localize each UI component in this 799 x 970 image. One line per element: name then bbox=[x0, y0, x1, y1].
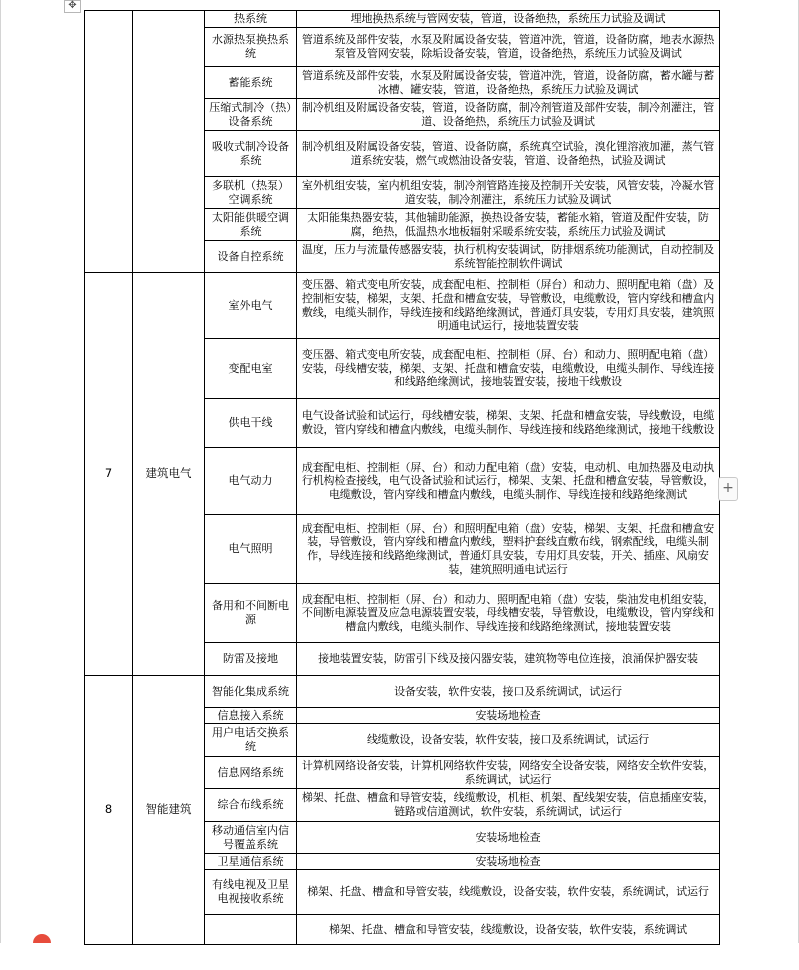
subsystem-cell: 有线电视及卫星电视接收系统 bbox=[205, 870, 297, 915]
section-category-cell: 智能建筑 bbox=[133, 676, 205, 945]
subsystem-cell: 吸收式制冷设备系统 bbox=[205, 131, 297, 177]
work-content-cell: 成套配电柜、控制柜（屏、台）和动力配电箱（盘）安装，电动机、电加热器及电动执行机构检查接线，电气设备试验和试运行，梯架、支架、托盘和槽盒安装，导管敷设，电缆敷设，管内穿线和槽盒内敷线，电缆头制作、导线连接和线路绝缘测试 bbox=[297, 448, 720, 515]
work-content-cell: 安装场地检查 bbox=[297, 708, 720, 724]
work-content-cell: 计算机网络设备安装，计算机网络软件安装，网络安全设备安装，网络安全软件安装，系统调试，试运行 bbox=[297, 757, 720, 789]
work-content-cell: 安装场地检查 bbox=[297, 822, 720, 854]
add-row-button[interactable]: + bbox=[718, 477, 738, 501]
subsystem-cell: 变配电室 bbox=[205, 339, 297, 399]
work-content-cell: 安装场地检查 bbox=[297, 854, 720, 870]
subsystem-cell: 信息接入系统 bbox=[205, 708, 297, 724]
work-content-cell: 太阳能集热器安装，其他辅助能源，换热设备安装，蓄能水箱，管道及配件安装，防腐，绝热，低温热水地板辐射采暖系统安装，系统压力试验及调试 bbox=[297, 209, 720, 241]
section-category-cell: 建筑电气 bbox=[133, 273, 205, 676]
table-row bbox=[85, 676, 720, 708]
subsystem-cell: 电气动力 bbox=[205, 448, 297, 515]
subsystem-cell: 设备自控系统 bbox=[205, 241, 297, 273]
section-category-cell bbox=[133, 11, 205, 273]
work-content-cell: 成套配电柜、控制柜（屏、台）和照明配电箱（盘）安装，梯架、支架、托盘和槽盒安装，导管敷设，管内穿线和槽盒内敷线，塑料护套线直敷布线，钢索配线，电缆头制作，导线连接和线路绝缘测试，普通灯具安装，专用灯具安装，开关、插座、风扇安装，建筑照明通电试运行 bbox=[297, 515, 720, 584]
section-number-cell: 8 bbox=[85, 676, 133, 945]
subsystem-cell bbox=[205, 915, 297, 945]
subsystem-cell: 太阳能供暖空调系统 bbox=[205, 209, 297, 241]
work-content-cell: 接地装置安装，防雷引下线及接闪器安装，建筑物等电位连接，浪涌保护器安装 bbox=[297, 643, 720, 676]
work-content-cell: 设备安装，软件安装，接口及系统调试，试运行 bbox=[297, 676, 720, 708]
work-content-cell: 变压器、箱式变电所安装，成套配电柜、控制柜（屏、台）和动力、照明配电箱（盘）安装，母线槽安装，梯架、支架、托盘和槽盒安装，电缆敷设，电缆头制作、导线连接和线路绝缘测试，接地装置安装，接地干线敷设 bbox=[297, 339, 720, 399]
work-content-cell: 室外机组安装，室内机组安装，制冷剂管路连接及控制开关安装，风管安装，冷凝水管道安装，制冷剂灌注，系统压力试验及调试 bbox=[297, 177, 720, 209]
subsystem-cell: 综合布线系统 bbox=[205, 789, 297, 822]
subsystem-cell: 热系统 bbox=[205, 11, 297, 28]
work-content-cell: 温度，压力与流量传感器安装，执行机构安装调试，防排烟系统功能测试，自动控制及系统智能控制软件调试 bbox=[297, 241, 720, 273]
subsystem-cell: 卫星通信系统 bbox=[205, 854, 297, 870]
construction-items-table bbox=[84, 10, 720, 945]
subsystem-cell: 蓄能系统 bbox=[205, 67, 297, 99]
table-row bbox=[85, 273, 720, 339]
table-move-handle-icon[interactable]: ✥ bbox=[64, 0, 81, 13]
work-content-cell: 变压器、箱式变电所安装，成套配电柜、控制柜（屏台）和动力、照明配电箱（盘）及控制柜安装，梯架，支架、托盘和槽盒安装，导管敷设，电缆敷设，管内穿线和槽盒内敷线，电缆头制作，导线连接和线路绝缘测试，普通灯具安装，专用灯具安装，建筑照明通电试运行，接地装置安装 bbox=[297, 273, 720, 339]
work-content-cell: 管道系统及部件安装，水泵及附属设备安装，管道冲洗，管道，设备防腐，地表水源热泵管及管网安装，除垢设备安装，管道，设备绝热，系统压力试验及调试 bbox=[297, 28, 720, 67]
subsystem-cell: 压缩式制冷（热）设备系统 bbox=[205, 99, 297, 131]
subsystem-cell: 水源热泵换热系统 bbox=[205, 28, 297, 67]
work-content-cell: 梯架、托盘、槽盒和导管安装，线缆敷设，设备安装，软件安装，系统调试 bbox=[297, 915, 720, 945]
table-row bbox=[85, 11, 720, 28]
subsystem-cell: 智能化集成系统 bbox=[205, 676, 297, 708]
app-corner-icon bbox=[33, 934, 51, 943]
work-content-cell: 成套配电柜、控制柜（屏、台）和动力、照明配电箱（盘）安装，柴油发电机组安装，不间断电源装置及应急电源装置安装，母线槽安装，导管敷设，电缆敷设，管内穿线和槽盒内敷线，电缆头制作、导线连接和线路绝缘测试，接地装置安装 bbox=[297, 584, 720, 643]
section-number-cell: 7 bbox=[85, 273, 133, 676]
work-content-cell: 埋地换热系统与管网安装，管道，设备绝热，系统压力试验及调试 bbox=[297, 11, 720, 28]
subsystem-cell: 信息网络系统 bbox=[205, 757, 297, 789]
work-content-cell: 制冷机组及附属设备安装，管道、设备防腐，系统真空试验，溴化锂溶液加灌，蒸气管道系统安装，燃气或燃油设备安装，管道、设备绝热，试验及调试 bbox=[297, 131, 720, 177]
subsystem-cell: 用户电话交换系统 bbox=[205, 724, 297, 757]
work-content-cell: 线缆敷设，设备安装，软件安装，接口及系统调试，试运行 bbox=[297, 724, 720, 757]
work-content-cell: 梯架、托盘、槽盒和导管安装，线缆敷设，机柜、机架、配线架安装，信息插座安装，链路或信道测试，软件安装，系统调试，试运行 bbox=[297, 789, 720, 822]
work-content-cell: 梯架、托盘、槽盒和导管安装，线缆敷设，设备安装，软件安装，系统调试，试运行 bbox=[297, 870, 720, 915]
page-left-edge bbox=[0, 0, 1, 943]
subsystem-cell: 移动通信室内信号覆盖系统 bbox=[205, 822, 297, 854]
work-content-cell: 制冷机组及附属设备安装，管道，设备防腐，制冷剂管道及部件安装，制冷剂灌注，管道、设备绝热，系统压力试验及调试 bbox=[297, 99, 720, 131]
work-content-cell: 管道系统及部件安装，水泵及附属设备安装，管道冲洗，管道，设备防腐，蓄水罐与蓄冰槽、罐安装，管道，设备绝热，系统压力试验及调试 bbox=[297, 67, 720, 99]
document-table-container bbox=[84, 10, 719, 970]
subsystem-cell: 电气照明 bbox=[205, 515, 297, 584]
subsystem-cell: 多联机（热泵）空调系统 bbox=[205, 177, 297, 209]
subsystem-cell: 供电干线 bbox=[205, 399, 297, 448]
section-number-cell bbox=[85, 11, 133, 273]
subsystem-cell: 备用和不间断电源 bbox=[205, 584, 297, 643]
work-content-cell: 电气设备试验和试运行，母线槽安装，梯架、支架、托盘和槽盒安装，导线敷设，电缆敷设，管内穿线和槽盒内敷线，电缆头制作、导线连接和线路绝缘测试，接地干线敷设 bbox=[297, 399, 720, 448]
subsystem-cell: 防雷及接地 bbox=[205, 643, 297, 676]
subsystem-cell: 室外电气 bbox=[205, 273, 297, 339]
